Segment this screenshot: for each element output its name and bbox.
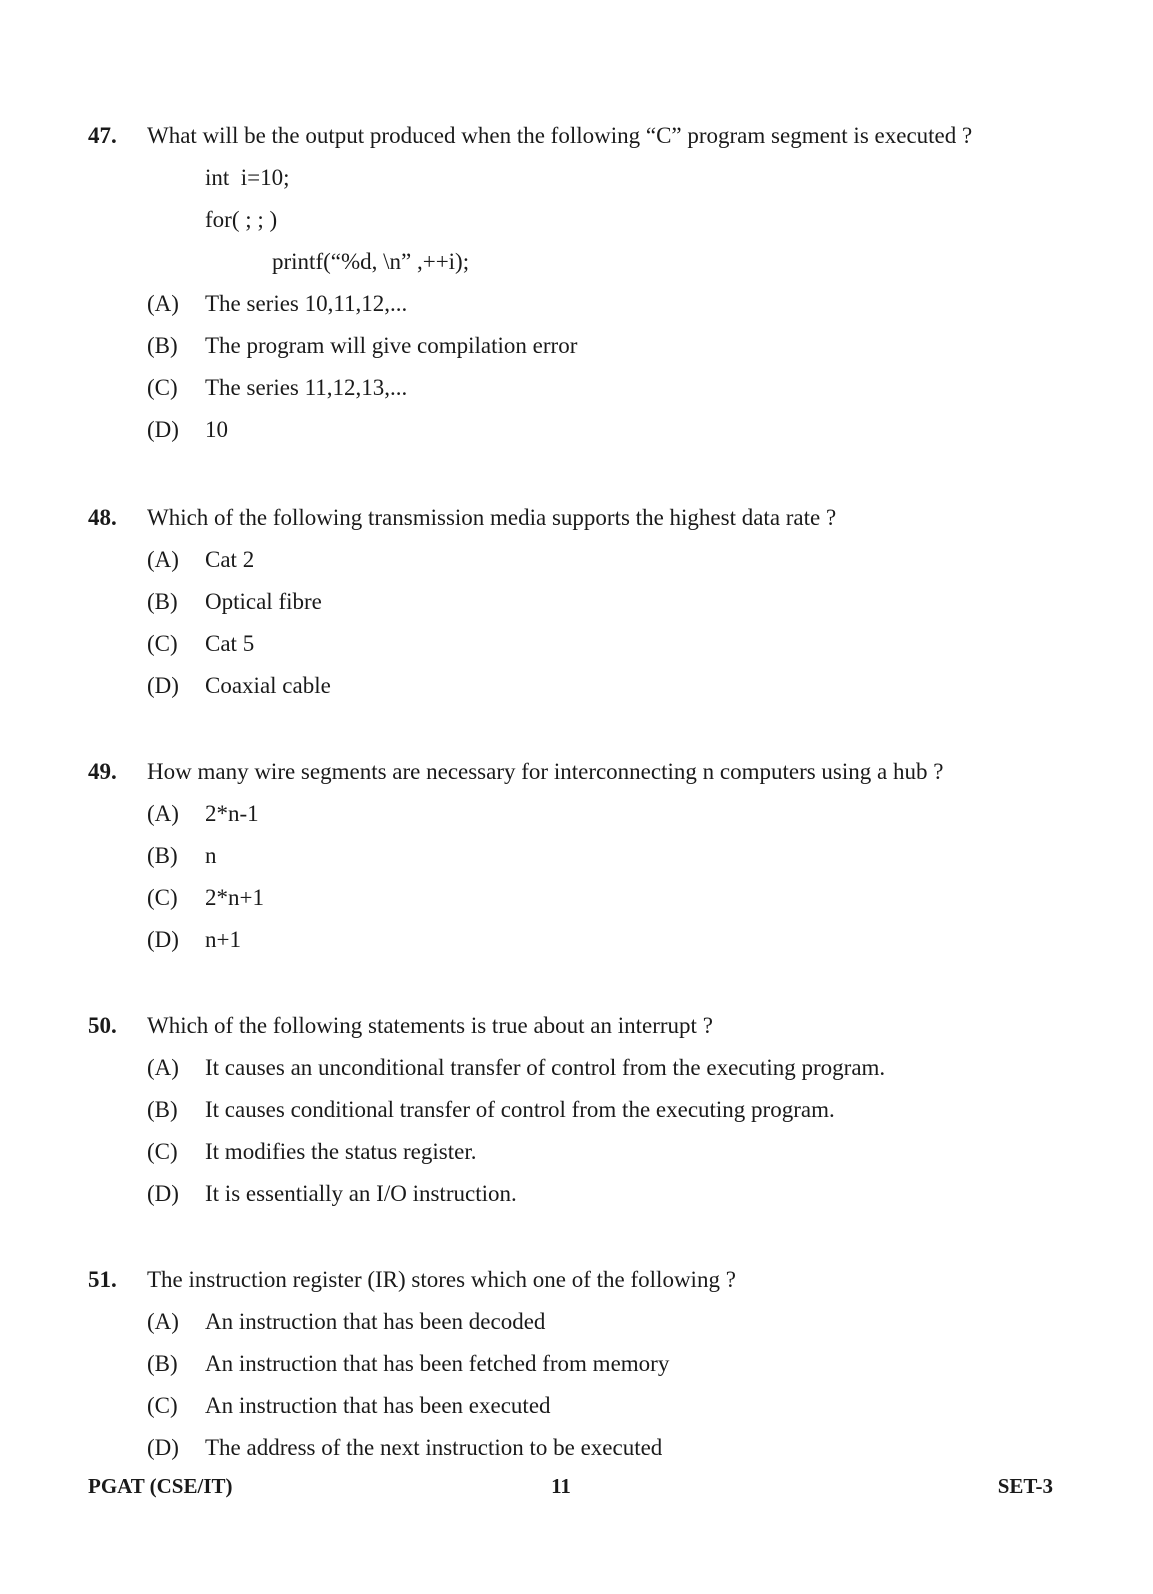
question-number: 51. xyxy=(88,1267,117,1292)
option-letter: (D) xyxy=(147,1435,179,1460)
option-c xyxy=(0,877,1153,919)
option-text: Cat 2 xyxy=(205,547,255,572)
option-text: The series 11,12,13,... xyxy=(205,375,408,400)
option-text: The series 10,11,12,... xyxy=(205,291,408,316)
option-a xyxy=(0,283,1153,325)
option-c xyxy=(0,1131,1153,1173)
option-text: An instruction that has been decoded xyxy=(205,1309,546,1334)
option-letter: (A) xyxy=(147,291,179,316)
code-line: int i=10; xyxy=(205,165,290,190)
option-letter: (A) xyxy=(147,1309,179,1334)
question-number: 47. xyxy=(88,123,117,148)
option-text: The address of the next instruction to be executed xyxy=(205,1435,663,1460)
question-text: What will be the output produced when the following “C” program segment is executed ? xyxy=(147,123,973,148)
option-d xyxy=(0,665,1153,707)
exam-code: PGAT (CSE/IT) xyxy=(88,1474,233,1498)
question-48 xyxy=(0,497,1153,707)
question-50 xyxy=(0,1005,1153,1215)
option-letter: (D) xyxy=(147,673,179,698)
option-d xyxy=(0,1427,1153,1469)
option-d xyxy=(0,1173,1153,1215)
question-stem xyxy=(0,1259,1153,1301)
option-letter: (C) xyxy=(147,631,178,656)
option-text: It causes conditional transfer of control from the executing program. xyxy=(205,1097,835,1122)
option-letter: (A) xyxy=(147,1055,179,1080)
option-text: An instruction that has been executed xyxy=(205,1393,551,1418)
option-letter: (C) xyxy=(147,1139,178,1164)
option-c xyxy=(0,623,1153,665)
option-d xyxy=(0,409,1153,451)
option-text: It modifies the status register. xyxy=(205,1139,477,1164)
option-text: It causes an unconditional transfer of control from the executing program. xyxy=(205,1055,886,1080)
option-text: 2*n-1 xyxy=(205,801,259,826)
option-letter: (D) xyxy=(147,417,179,442)
option-text: 2*n+1 xyxy=(205,885,264,910)
option-text: Cat 5 xyxy=(205,631,255,656)
option-letter: (B) xyxy=(147,589,178,614)
option-c xyxy=(0,1385,1153,1427)
option-a xyxy=(0,1301,1153,1343)
option-letter: (B) xyxy=(147,1097,178,1122)
option-b xyxy=(0,835,1153,877)
question-47 xyxy=(0,115,1153,451)
question-number: 49. xyxy=(88,759,117,784)
option-a xyxy=(0,1047,1153,1089)
option-text: 10 xyxy=(205,417,228,442)
option-letter: (B) xyxy=(147,843,178,868)
option-a xyxy=(0,539,1153,581)
code-line: for( ; ; ) xyxy=(205,207,278,232)
question-number: 48. xyxy=(88,505,117,530)
question-text: How many wire segments are necessary for interconnecting n computers using a hub ? xyxy=(147,759,944,784)
question-stem xyxy=(0,751,1153,793)
question-text: Which of the following statements is true about an interrupt ? xyxy=(147,1013,713,1038)
page-number: 11 xyxy=(551,1474,571,1498)
option-letter: (D) xyxy=(147,927,179,952)
option-text: It is essentially an I/O instruction. xyxy=(205,1181,517,1206)
question-51 xyxy=(0,1259,1153,1469)
question-text: The instruction register (IR) stores which one of the following ? xyxy=(147,1267,736,1292)
option-b xyxy=(0,1343,1153,1385)
code-line: printf(“%d, \n” ,++i); xyxy=(272,249,470,274)
option-text: An instruction that has been fetched from memory xyxy=(205,1351,670,1376)
question-49 xyxy=(0,751,1153,961)
option-c xyxy=(0,367,1153,409)
option-b xyxy=(0,581,1153,623)
option-text: The program will give compilation error xyxy=(205,333,578,358)
question-stem xyxy=(0,115,1153,157)
question-text: Which of the following transmission media supports the highest data rate ? xyxy=(147,505,837,530)
question-stem xyxy=(0,1005,1153,1047)
option-letter: (D) xyxy=(147,1181,179,1206)
option-letter: (B) xyxy=(147,1351,178,1376)
option-letter: (C) xyxy=(147,375,178,400)
option-letter: (C) xyxy=(147,885,178,910)
option-letter: (C) xyxy=(147,1393,178,1418)
option-letter: (A) xyxy=(147,801,179,826)
option-b xyxy=(0,325,1153,367)
option-letter: (B) xyxy=(147,333,178,358)
option-text: n+1 xyxy=(205,927,241,952)
option-text: n xyxy=(205,843,217,868)
option-b xyxy=(0,1089,1153,1131)
option-letter: (A) xyxy=(147,547,179,572)
option-text: Coaxial cable xyxy=(205,673,331,698)
option-d xyxy=(0,919,1153,961)
option-a xyxy=(0,793,1153,835)
page-footer xyxy=(0,1466,1153,1506)
question-stem xyxy=(0,497,1153,539)
set-label: SET-3 xyxy=(997,1474,1053,1498)
option-text: Optical fibre xyxy=(205,589,322,614)
question-number: 50. xyxy=(88,1013,117,1038)
